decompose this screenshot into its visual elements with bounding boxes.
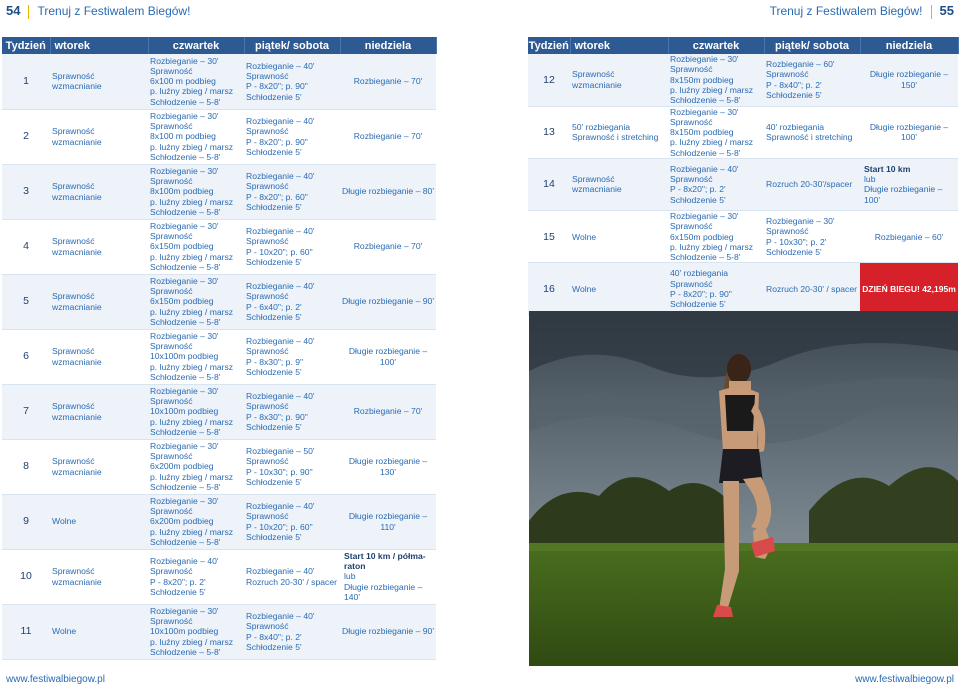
week-number: 6 [2, 329, 50, 384]
table-row [528, 210, 958, 262]
friday-saturday-cell: Rozbieganie – 30' Sprawność P - 10x30"; p. 2' Schłodzenie 5' [764, 210, 860, 262]
race-start-label: Start 10 km [864, 163, 911, 174]
table-row [2, 219, 436, 274]
page-header-left [6, 0, 190, 22]
tuesday-cell: Sprawność wzmacnianie [570, 158, 668, 210]
week-number: 16 [528, 263, 570, 315]
table-row [528, 158, 958, 210]
thursday-cell: Rozbieganie – 30' Sprawność 6x100 m podbieg p. luźny zbieg / marsz Schłodzenie – 5-8' [148, 54, 244, 109]
col-header-tuesday: wtorek [50, 37, 148, 54]
sunday-cell: Długie rozbieganie – 80' [340, 164, 436, 219]
friday-saturday-cell: 40' rozbiegania Sprawność i stretching [764, 106, 860, 158]
friday-saturday-cell: Rozbieganie – 40' Sprawność P - 10x20"; p. 60" Schłodzenie 5' [244, 219, 340, 274]
friday-saturday-cell: Rozbieganie – 40' Rozruch 20-30' / spacer [244, 549, 340, 604]
table-row [528, 106, 958, 158]
header-title-right: Trenuj z Festiwalem Biegów! [769, 4, 923, 18]
tuesday-cell: Wolne [50, 604, 148, 659]
sunday-cell: Długie rozbieganie – 130' [340, 439, 436, 494]
col-header-week: Tydzień [528, 37, 570, 54]
table-header-row [2, 37, 436, 54]
week-number: 2 [2, 109, 50, 164]
col-header-sunday: niedziela [340, 37, 436, 54]
race-start-label: Start 10 km / półma- raton [344, 550, 426, 572]
table-row [2, 494, 436, 549]
tuesday-cell: Sprawność wzmacnianie [50, 274, 148, 329]
page-header-right [770, 0, 954, 22]
sunday-cell: Rozbieganie – 70' [340, 384, 436, 439]
thursday-cell: Rozbieganie – 30' Sprawność 6x150m podbieg p. luźny zbieg / marsz Schłodzenie – 5-8' [148, 219, 244, 274]
friday-saturday-cell: Rozruch 20-30'/spacer [764, 158, 860, 210]
table-row [2, 54, 436, 109]
thursday-cell: Rozbieganie – 30' Sprawność 10x100m podbieg p. luźny zbieg / marsz Schłodzenie – 5-8' [148, 604, 244, 659]
sunday-cell: Długie rozbieganie – 100' [340, 329, 436, 384]
table-row [2, 164, 436, 219]
alternative-or-label: lub [864, 174, 876, 185]
table-row [2, 109, 436, 164]
col-header-week: Tydzień [2, 37, 50, 54]
week-number: 9 [2, 494, 50, 549]
sunday-cell: Rozbieganie – 70' [340, 219, 436, 274]
thursday-cell: Rozbieganie – 30' Sprawność 8x100 m podbieg p. luźny zbieg / marsz Schłodzenie – 5-8' [148, 109, 244, 164]
sunday-cell: Długie rozbieganie – 110' [340, 494, 436, 549]
table-row [2, 329, 436, 384]
friday-saturday-cell: Rozbieganie – 40' Sprawność P - 8x30"; p. 9" Schłodzenie 5' [244, 329, 340, 384]
tuesday-cell: Sprawność wzmacnianie [570, 54, 668, 106]
tuesday-cell: Sprawność wzmacnianie [50, 109, 148, 164]
friday-saturday-cell: Rozbieganie – 50' Sprawność P - 10x30"; p. 90" Schłodzenie 5' [244, 439, 340, 494]
footer-website-right[interactable]: www.festiwalbiegow.pl [855, 674, 954, 685]
friday-saturday-cell: Rozbieganie – 40' Sprawność P - 10x20"; p. 60" Schłodzenie 5' [244, 494, 340, 549]
table-row [2, 274, 436, 329]
thursday-cell: Rozbieganie – 30' Sprawność 6x150m podbieg p. luźny zbieg / marsz Schłodzenie – 5-8' [148, 274, 244, 329]
friday-saturday-cell: Rozruch 20-30' / spacer [764, 263, 860, 315]
col-header-sunday: niedziela [860, 37, 958, 54]
table-row [2, 549, 436, 604]
week-number: 11 [2, 604, 50, 659]
thursday-cell: Rozbieganie – 30' Sprawność 6x200m podbieg p. luźny zbieg / marsz Schłodzenie – 5-8' [148, 494, 244, 549]
col-header-friday-saturday: piątek/ sobota [764, 37, 860, 54]
week-number: 15 [528, 210, 570, 262]
sunday-alternative: Długie rozbieganie – 140' [344, 581, 423, 602]
thursday-cell: Rozbieganie – 30' Sprawność 8x100m podbieg p. luźny zbieg / marsz Schłodzenie – 5-8' [148, 164, 244, 219]
thursday-cell: Rozbieganie – 40' Sprawność P - 8x20"; p. 2' Schłodzenie 5' [148, 549, 244, 604]
sunday-cell: Długie rozbieganie – 100' [860, 106, 958, 158]
thursday-cell: Rozbieganie – 40' Sprawność P - 8x20"; p. 2' Schłodzenie 5' [668, 158, 764, 210]
tuesday-cell: Wolne [50, 494, 148, 549]
week-number: 1 [2, 54, 50, 109]
table-row [2, 604, 436, 659]
sunday-cell: Długie rozbieganie – 90' [340, 604, 436, 659]
footer-website-left[interactable]: www.festiwalbiegow.pl [6, 674, 105, 685]
tuesday-cell: Sprawność wzmacnianie [50, 164, 148, 219]
col-header-thursday: czwartek [668, 37, 764, 54]
friday-saturday-cell: Rozbieganie – 40' Sprawność P - 6x40"; p. 2' Schłodzenie 5' [244, 274, 340, 329]
friday-saturday-cell: Rozbieganie – 40' Sprawność P - 8x20"; p. 60" Schłodzenie 5' [244, 164, 340, 219]
runner-photo-illustration [529, 311, 958, 666]
week-number: 10 [2, 549, 50, 604]
page-number-right: 55 [939, 3, 954, 18]
col-header-friday-saturday: piątek/ sobota [244, 37, 340, 54]
page-number-left: 54 [6, 3, 21, 18]
week-number: 8 [2, 439, 50, 494]
week-number: 14 [528, 158, 570, 210]
header-title-left: Trenuj z Festiwalem Biegów! [37, 4, 191, 18]
friday-saturday-cell: Rozbieganie – 40' Sprawność P - 8x20"; p. 90" Schłodzenie 5' [244, 109, 340, 164]
sunday-cell [860, 158, 958, 210]
week-number: 13 [528, 106, 570, 158]
tuesday-cell: Wolne [570, 263, 668, 315]
sunday-cell: Długie rozbieganie – 90' [340, 274, 436, 329]
tuesday-cell: Sprawność wzmacnianie [50, 384, 148, 439]
thursday-cell: Rozbieganie – 30' Sprawność 8x150m podbieg p. luźny zbieg / marsz Schłodzenie – 5-8' [668, 106, 764, 158]
sunday-cell: Rozbieganie – 70' [340, 109, 436, 164]
friday-saturday-cell: Rozbieganie – 40' Sprawność P - 8x30"; p. 90" Schłodzenie 5' [244, 384, 340, 439]
thursday-cell: Rozbieganie – 30' Sprawność 10x100m podbieg p. luźny zbieg / marsz Schłodzenie – 5-8' [148, 329, 244, 384]
table-row [528, 54, 958, 106]
table-header-row [528, 37, 958, 54]
tuesday-cell: Wolne [570, 210, 668, 262]
table-row [2, 439, 436, 494]
week-number: 7 [2, 384, 50, 439]
thursday-cell: Rozbieganie – 30' Sprawność 6x150m podbieg p. luźny zbieg / marsz Schłodzenie – 5-8' [668, 210, 764, 262]
training-table-right [528, 37, 959, 315]
header-separator [931, 5, 932, 19]
col-header-thursday: czwartek [148, 37, 244, 54]
alternative-or-label: lub [344, 571, 356, 582]
tuesday-cell: Sprawność wzmacnianie [50, 329, 148, 384]
thursday-cell: Rozbieganie – 30' Sprawność 6x200m podbieg p. luźny zbieg / marsz Schłodzenie – 5-8' [148, 439, 244, 494]
sunday-cell: Rozbieganie – 60' [860, 210, 958, 262]
tuesday-cell: Sprawność wzmacnianie [50, 439, 148, 494]
table-row [528, 263, 958, 315]
thursday-cell: Rozbieganie – 30' Sprawność 8x150m podbieg p. luźny zbieg / marsz Schłodzenie – 5-8' [668, 54, 764, 106]
tuesday-cell: Sprawność wzmacnianie [50, 549, 148, 604]
friday-saturday-cell: Rozbieganie – 40' Sprawność P - 8x40"; p. 2' Schłodzenie 5' [244, 604, 340, 659]
week-number: 12 [528, 54, 570, 106]
friday-saturday-cell: Rozbieganie – 40' Sprawność P - 8x20"; p. 90" Schłodzenie 5' [244, 54, 340, 109]
sunday-cell: Długie rozbieganie – 150' [860, 54, 958, 106]
tuesday-cell: 50' rozbiegania Sprawność i stretching [570, 106, 668, 158]
runner-photo [529, 311, 958, 666]
col-header-tuesday: wtorek [570, 37, 668, 54]
sunday-alternative: Długie rozbieganie – 100' [864, 184, 943, 205]
week-number: 4 [2, 219, 50, 274]
header-separator [28, 5, 29, 19]
tuesday-cell: Sprawność wzmacnianie [50, 219, 148, 274]
training-table-left [2, 37, 437, 660]
thursday-cell: Rozbieganie – 30' Sprawność 10x100m podbieg p. luźny zbieg / marsz Schłodzenie – 5-8' [148, 384, 244, 439]
week-number: 3 [2, 164, 50, 219]
week-number: 5 [2, 274, 50, 329]
friday-saturday-cell: Rozbieganie – 60' Sprawność P - 8x40"; p. 2' Schłodzenie 5' [764, 54, 860, 106]
race-day-cell: DZIEŃ BIEGU! 42,195m [860, 263, 958, 315]
thursday-cell: 40' rozbiegania Sprawność P - 8x20"; p. 90" Schłodzenie 5' [668, 263, 764, 315]
sunday-cell: Rozbieganie – 70' [340, 54, 436, 109]
table-row [2, 384, 436, 439]
sunday-cell [340, 549, 436, 604]
tuesday-cell: Sprawność wzmacnianie [50, 54, 148, 109]
